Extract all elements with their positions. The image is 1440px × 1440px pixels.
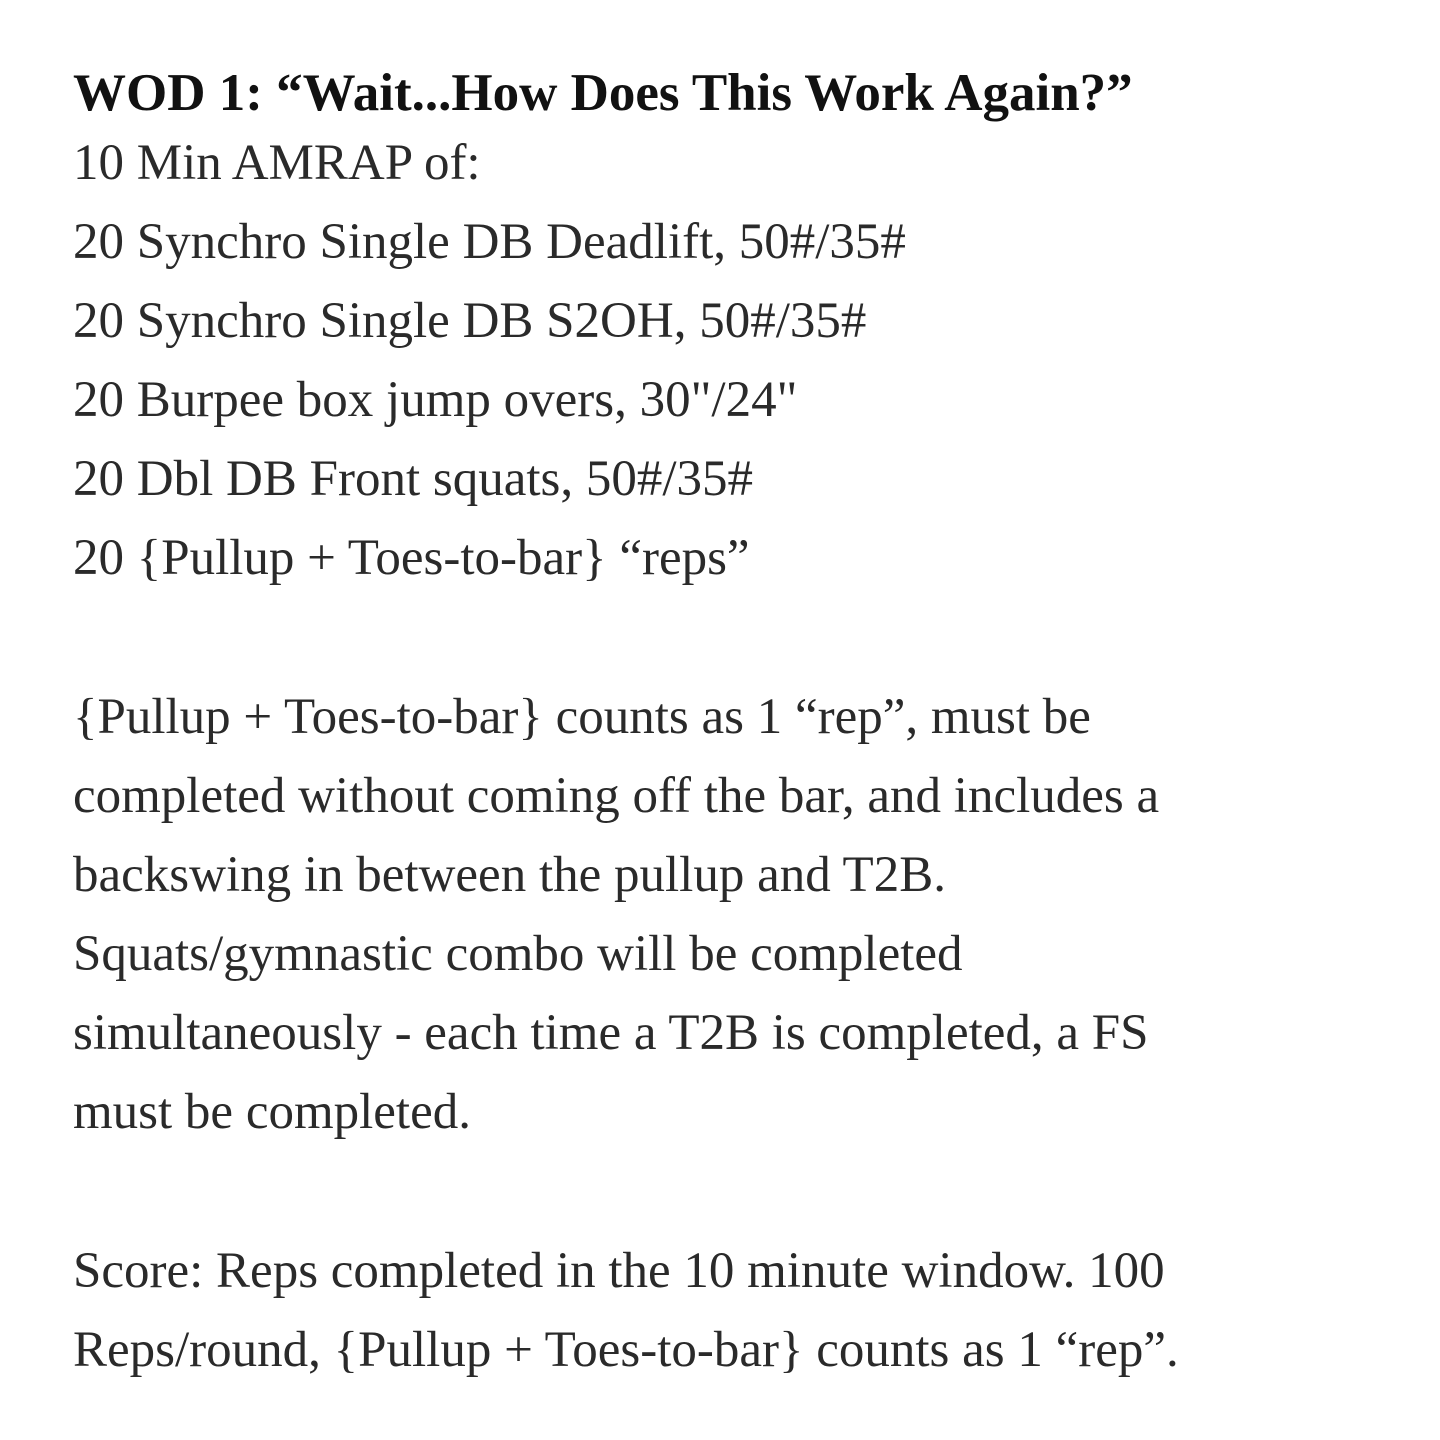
notes-line: backswing in between the pullup and T2B.	[73, 847, 946, 903]
section-spacer	[73, 598, 1373, 678]
notes-line: {Pullup + Toes-to-bar} counts as 1 “rep”, must be	[73, 689, 1091, 745]
score-line: Score: Reps completed in the 10 minute window. 100	[73, 1243, 1165, 1299]
notes-line: simultaneously - each time a T2B is completed, a FS	[73, 1005, 1149, 1061]
notes-line: must be completed.	[73, 1084, 471, 1140]
workout-title: WOD 1: “Wait...How Does This Work Again?”	[73, 64, 1133, 122]
section-spacer	[73, 1152, 1373, 1232]
workout-document	[73, 62, 1373, 1390]
movement-item: 20 Synchro Single DB S2OH, 50#/35#	[73, 293, 867, 349]
movement-item: 20 {Pullup + Toes-to-bar} “reps”	[73, 530, 750, 586]
movement-item: 20 Burpee box jump overs, 30"/24"	[73, 372, 798, 428]
notes-line: completed without coming off the bar, and includes a	[73, 768, 1160, 824]
notes-paragraph	[73, 678, 1373, 1152]
notes-line: Squats/gymnastic combo will be completed	[73, 926, 963, 982]
score-paragraph	[73, 1232, 1373, 1390]
workout-format: 10 Min AMRAP of:	[73, 135, 481, 191]
movement-item: 20 Dbl DB Front squats, 50#/35#	[73, 451, 754, 507]
movement-item: 20 Synchro Single DB Deadlift, 50#/35#	[73, 214, 906, 270]
score-line: Reps/round, {Pullup + Toes-to-bar} counts as 1 “rep”.	[73, 1322, 1179, 1378]
movement-list	[73, 203, 1373, 598]
